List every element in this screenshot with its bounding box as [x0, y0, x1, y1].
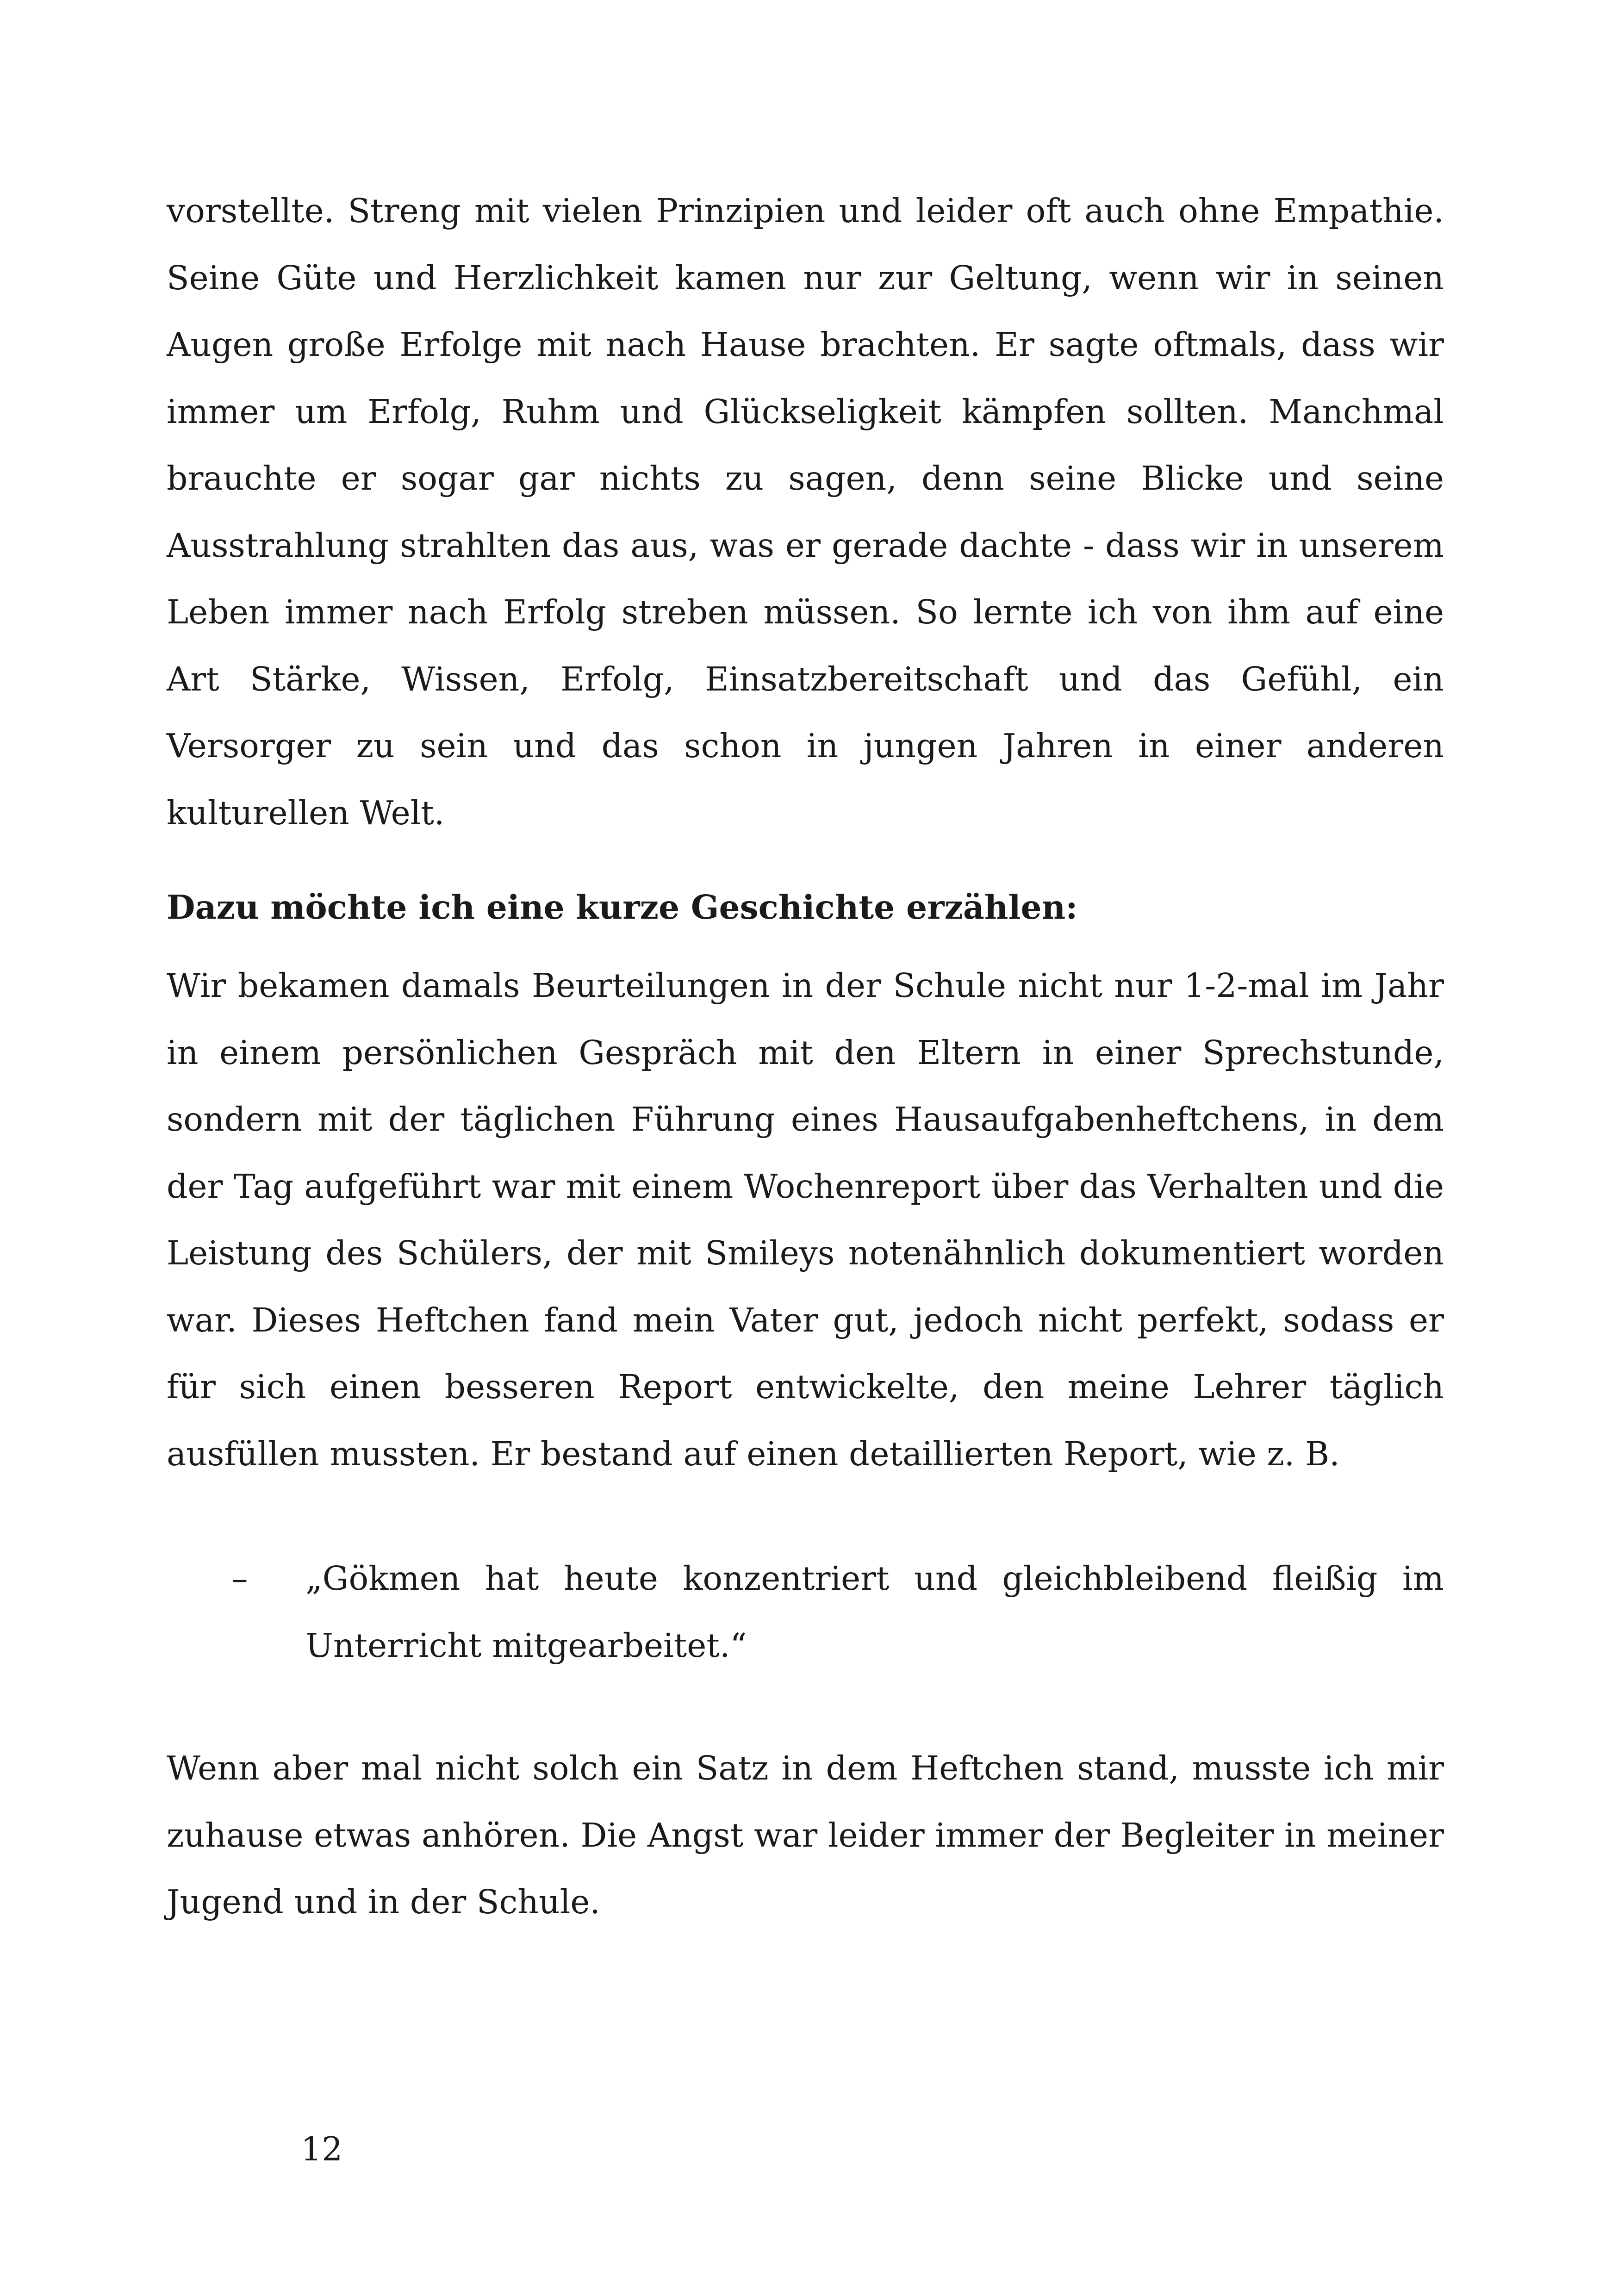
section-heading: Dazu möchte ich eine kurze Geschichte erzählen:: [167, 888, 1078, 927]
page-number: 12: [301, 2130, 343, 2168]
body-paragraph: vorstellte. Streng mit vielen Prinzipien und leider oft auch ohne Empathie. Seine Güte und Herzlichkeit kamen nur zur Geltung, wenn wir in seinen Augen große Erfolge mit nach Hause brachten. Er sagte oftmals, dass wir immer um Erfolg, Ruhm und Glückseligkeit kämpfen sollten. Manchmal brauchte er sogar gar nichts zu sagen, denn seine Blicke und seine Ausstrahlung strahlten das aus, was er gerade dachte - dass wir in unserem Leben immer nach Erfolg streben müssen. So lernte ich von ihm auf eine Art Stärke, Wissen, Erfolg, Einsatzbereitschaft und das Gefühl, ein Versorger zu sein und das schon in jungen Jahren in einer anderen kulturellen Welt.: [167, 192, 1444, 832]
body-paragraph: Wenn aber mal nicht solch ein Satz in dem Heftchen stand, musste ich mir zuhause etwas anhören. Die Angst war leider immer der Begleiter in meiner Jugend und in der Schule.: [167, 1749, 1444, 1921]
quote-text: „Gökmen hat heute konzentriert und gleichbleibend fleißig im Unterricht mitgearbeitet.“: [305, 1559, 1444, 1665]
body-paragraph: Wir bekamen damals Beurteilungen in der Schule nicht nur 1-2-mal im Jahr in einem persönlichen Gespräch mit den Eltern in einer Sprechstunde, sondern mit der täglichen Führung eines Hausaufgabenheftchens, in dem der Tag aufgeführt war mit einem Wochenreport über das Verhalten und die Leistung des Schülers, der mit Smileys notenähnlich dokumentiert worden war. Dieses Heftchen fand mein Vater gut, jedoch nicht perfekt, sodass er für sich einen besseren Report entwickelte, den meine Lehrer täglich ausfüllen mussten. Er bestand auf einen detaillierten Report, wie z. B.: [167, 966, 1444, 1473]
list-dash: –: [231, 1559, 248, 1598]
